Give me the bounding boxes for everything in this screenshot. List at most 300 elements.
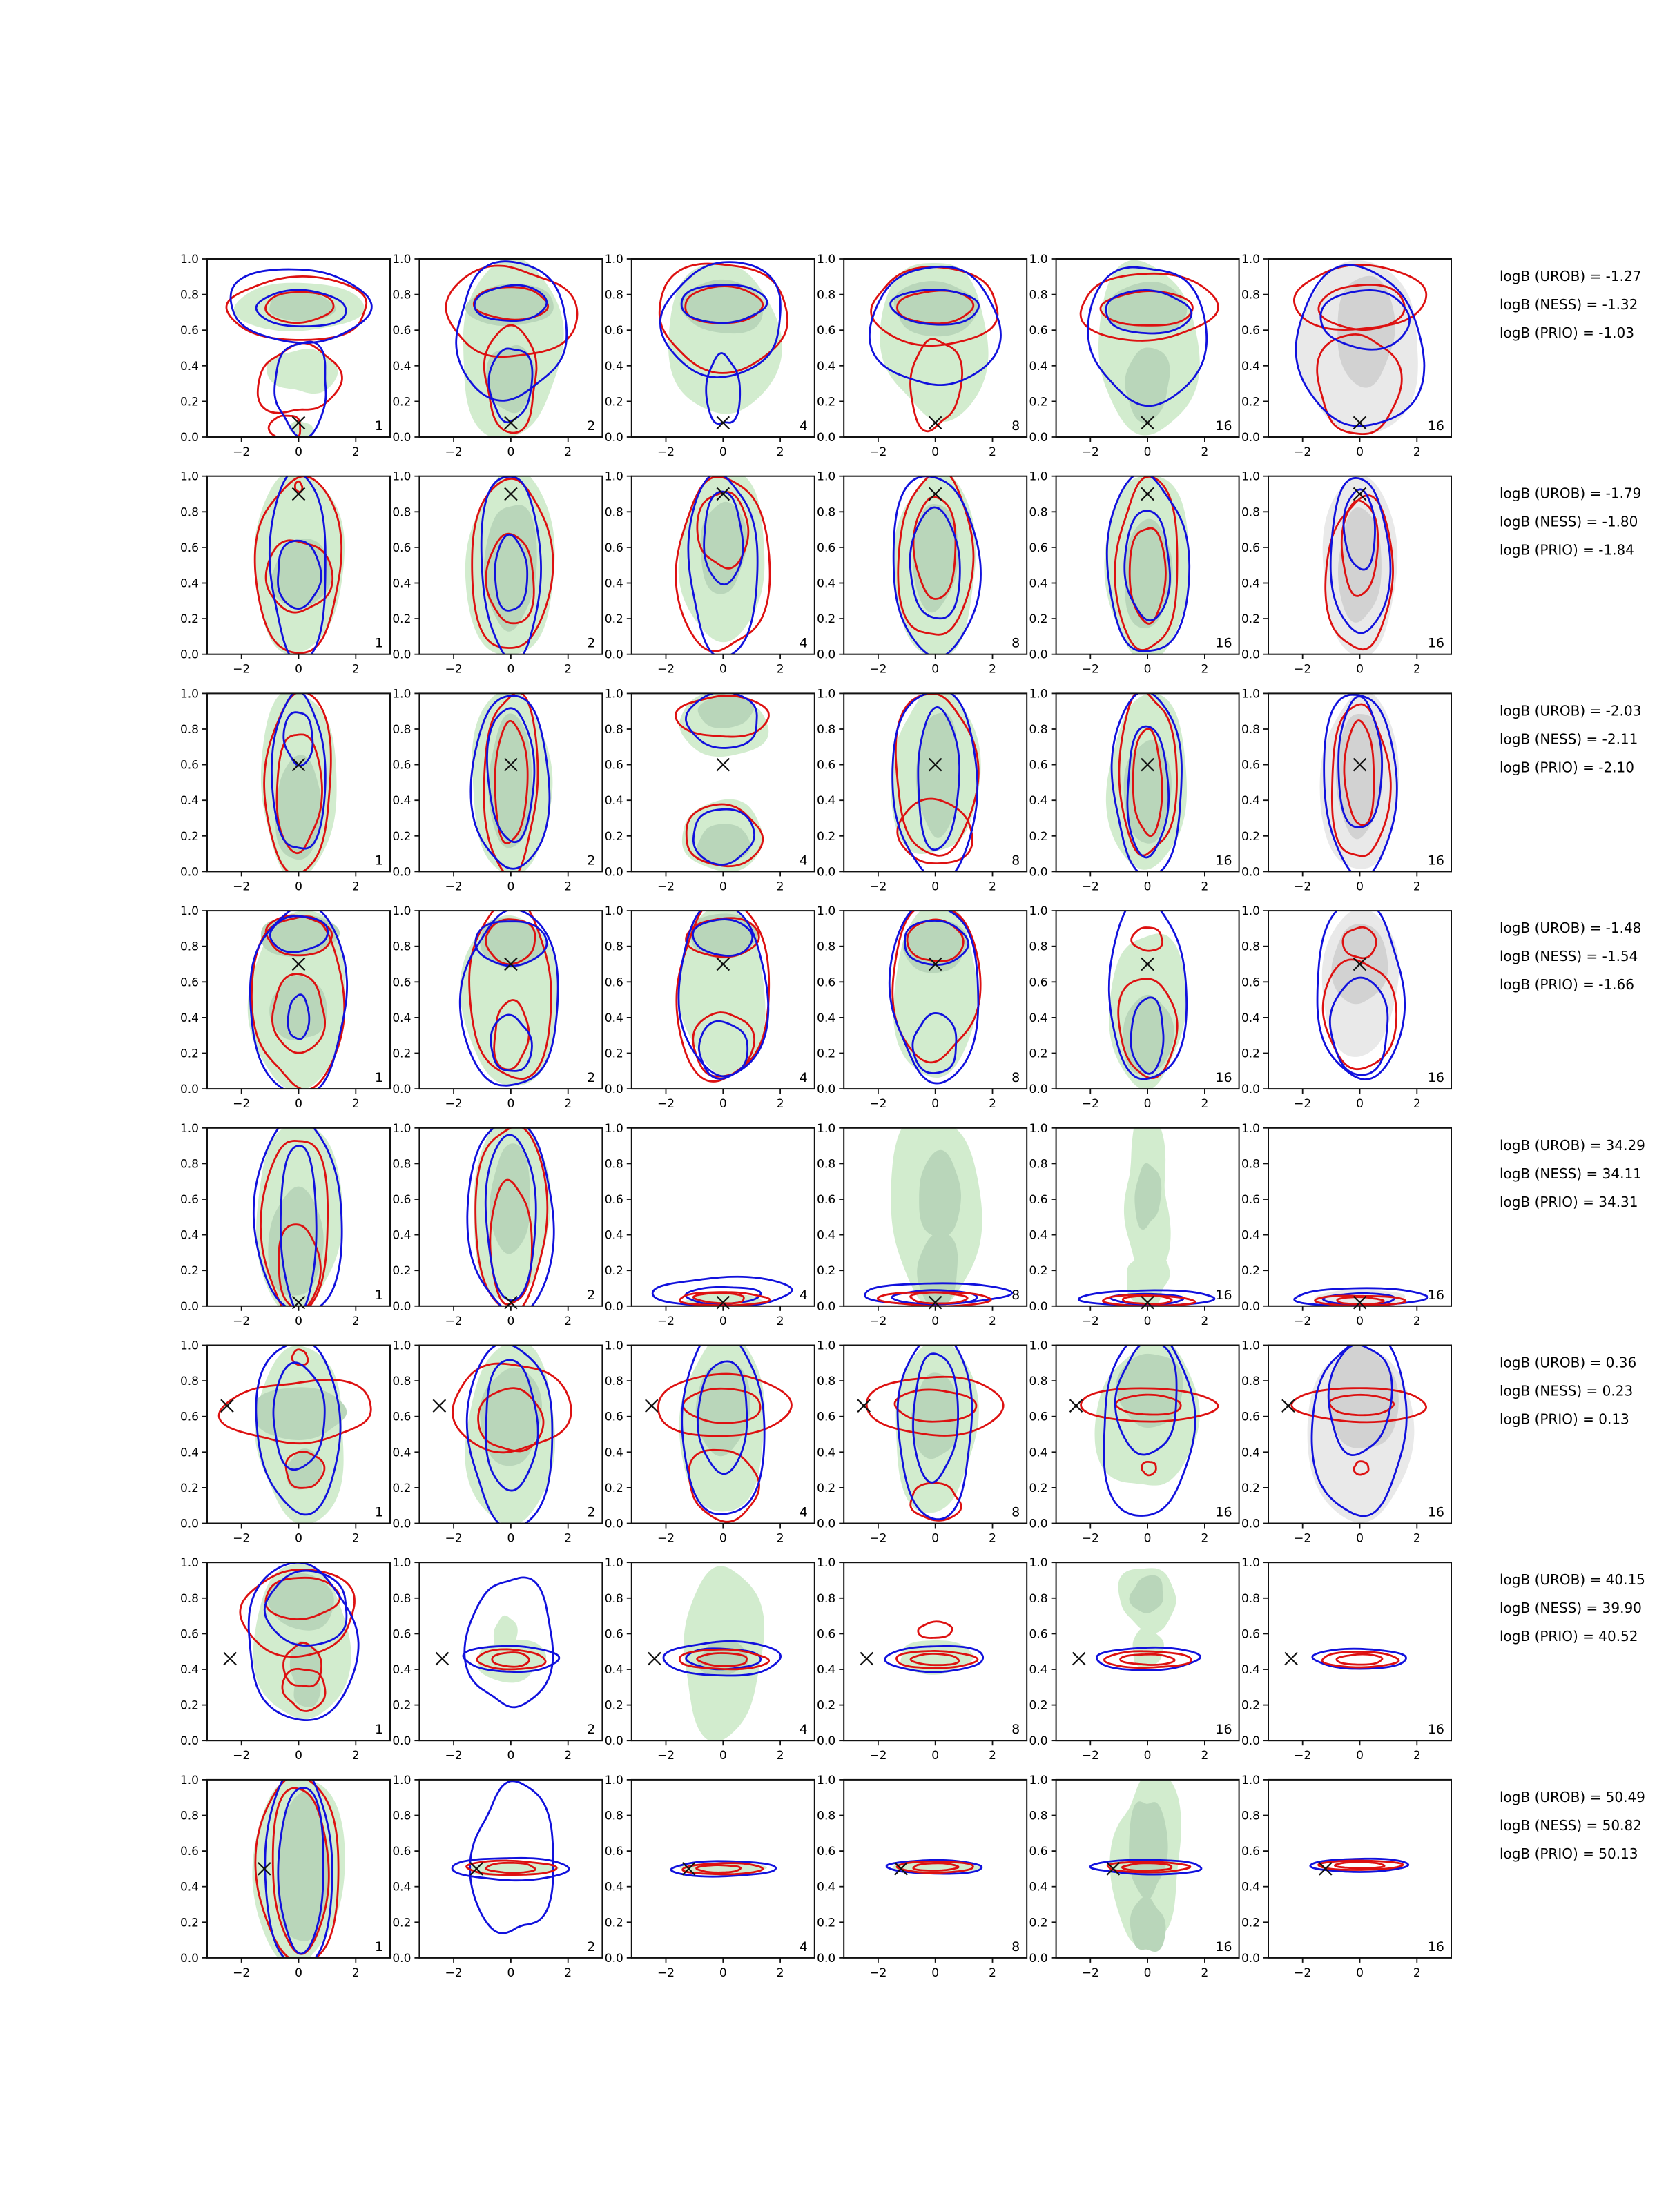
panel-count-label: 2 (587, 1070, 596, 1086)
y-tick-label: 1.0 (817, 687, 836, 701)
y-tick-label: 0.4 (604, 1446, 623, 1460)
y-tick-label: 0.2 (1241, 1481, 1260, 1495)
contour-panel-r4c4 (817, 900, 1027, 1111)
y-tick-label: 0.8 (392, 940, 411, 954)
x-tick-label: 0 (931, 662, 940, 677)
y-tick-label: 1.0 (1241, 1773, 1260, 1787)
x-tick-label: −2 (445, 662, 463, 677)
logb-annotation: logB (UROB) = -1.48 (1500, 920, 1642, 937)
y-tick-label: 0.6 (1241, 1410, 1260, 1424)
logb-annotation: logB (NESS) = -1.80 (1500, 513, 1638, 530)
y-tick-label: 0.4 (604, 576, 623, 591)
y-tick-label: 1.0 (817, 1773, 836, 1787)
y-tick-label: 0.2 (1029, 1047, 1048, 1061)
red-contour (918, 1622, 953, 1638)
y-tick-label: 1.0 (817, 469, 836, 484)
y-tick-label: 0.2 (392, 1481, 411, 1495)
x-tick-label: −2 (1294, 1966, 1312, 1980)
y-tick-label: 0.4 (604, 1663, 623, 1677)
y-tick-label: 1.0 (180, 1121, 199, 1136)
logb-annotation: logB (UROB) = -2.03 (1500, 702, 1642, 719)
y-tick-label: 0.2 (1241, 395, 1260, 409)
logb-annotation: logB (UROB) = 40.15 (1500, 1571, 1645, 1589)
y-tick-label: 0.8 (1029, 723, 1048, 737)
y-tick-label: 0.2 (1029, 829, 1048, 844)
y-tick-label: 0.0 (392, 1083, 411, 1097)
x-tick-label: 0 (719, 1314, 727, 1328)
panel-count-label: 4 (799, 1287, 808, 1303)
panel-count-label: 4 (799, 853, 808, 869)
y-tick-label: 0.0 (817, 1299, 836, 1314)
panel-count-label: 1 (374, 853, 383, 869)
logb-annotation: logB (NESS) = 0.23 (1500, 1382, 1634, 1399)
contour-panel-r2c4 (817, 470, 1027, 677)
panel-count-label: 16 (1427, 418, 1444, 434)
logb-annotation: logB (UROB) = -1.27 (1500, 268, 1642, 284)
y-tick-label: 0.8 (1241, 723, 1260, 737)
contour-panel-r3c3 (605, 687, 815, 893)
y-tick-label: 0.2 (817, 1481, 836, 1495)
y-tick-label: 0.8 (180, 288, 199, 302)
y-tick-label: 0.8 (1241, 288, 1260, 302)
y-tick-label: 1.0 (604, 1773, 623, 1787)
x-tick-label: 2 (1413, 1314, 1421, 1328)
x-tick-label: 0 (1143, 880, 1152, 894)
contour-panel-r2c3 (605, 470, 815, 677)
y-tick-label: 0.4 (392, 1011, 411, 1025)
panel-count-label: 1 (374, 1287, 383, 1303)
y-tick-label: 0.4 (817, 359, 836, 373)
y-tick-label: 0.6 (604, 1193, 623, 1207)
y-tick-label: 0.2 (604, 1698, 623, 1713)
truth-x-marker (646, 1399, 658, 1412)
y-tick-label: 1.0 (1029, 904, 1048, 919)
y-tick-label: 0.2 (1241, 829, 1260, 844)
y-tick-label: 1.0 (604, 1121, 623, 1136)
x-tick-label: 0 (295, 1097, 302, 1112)
x-tick-label: 2 (1413, 445, 1421, 459)
y-tick-label: 0.0 (180, 1517, 199, 1531)
y-tick-label: 0.0 (1029, 1517, 1048, 1531)
x-tick-label: −2 (657, 1097, 675, 1112)
y-tick-label: 0.2 (817, 829, 836, 844)
x-tick-label: 2 (1201, 445, 1209, 459)
y-tick-label: 0.4 (1241, 576, 1260, 591)
y-tick-label: 0.4 (1241, 359, 1260, 373)
x-tick-label: 2 (564, 662, 572, 677)
y-tick-label: 0.0 (817, 865, 836, 880)
y-tick-label: 0.4 (604, 1880, 623, 1894)
x-tick-label: −2 (1081, 445, 1099, 459)
x-tick-label: 2 (776, 662, 784, 677)
y-tick-label: 0.2 (604, 829, 623, 844)
x-tick-label: −2 (445, 445, 463, 459)
y-tick-label: 0.2 (817, 612, 836, 627)
y-tick-label: 0.4 (392, 576, 411, 591)
y-tick-label: 0.0 (604, 1299, 623, 1314)
y-tick-label: 0.2 (1029, 395, 1048, 409)
contour-panel-r4c1 (180, 904, 390, 1111)
y-tick-label: 0.6 (817, 324, 836, 338)
y-tick-label: 0.4 (180, 1011, 199, 1025)
x-tick-label: 2 (351, 1749, 360, 1763)
panel-count-label: 16 (1427, 1939, 1444, 1954)
x-tick-label: −2 (1081, 880, 1099, 894)
x-tick-label: −2 (869, 1966, 887, 1980)
x-tick-label: 2 (776, 445, 784, 459)
y-tick-label: 0.0 (1029, 1734, 1048, 1749)
contour-panel-r7c3 (605, 1556, 815, 1763)
x-tick-label: −2 (869, 662, 887, 677)
contour-panel-r2c6 (1241, 470, 1451, 677)
x-tick-label: 2 (776, 1314, 784, 1328)
y-tick-label: 0.6 (1029, 1845, 1048, 1859)
x-tick-label: 0 (1143, 662, 1152, 677)
x-tick-label: 0 (1356, 1531, 1364, 1546)
x-tick-label: 0 (931, 1097, 940, 1112)
x-tick-label: 0 (931, 1531, 940, 1546)
y-tick-label: 0.4 (392, 794, 411, 808)
y-tick-label: 0.4 (392, 1663, 411, 1677)
logb-annotation: logB (PRIO) = -1.66 (1500, 976, 1634, 993)
y-tick-label: 0.0 (1241, 1734, 1260, 1749)
contour-panel-r8c3 (605, 1774, 815, 1980)
panel-count-label: 16 (1427, 1722, 1444, 1738)
x-tick-label: 2 (564, 1749, 572, 1763)
y-tick-label: 1.0 (392, 1121, 411, 1136)
y-tick-label: 0.0 (1241, 1083, 1260, 1097)
x-tick-label: 2 (1413, 1749, 1421, 1763)
x-tick-label: 2 (776, 1097, 784, 1112)
y-tick-label: 0.6 (1029, 976, 1048, 990)
y-tick-label: 0.0 (180, 1299, 199, 1314)
y-tick-label: 0.0 (180, 648, 199, 662)
x-tick-label: 0 (295, 662, 302, 677)
x-tick-label: 2 (351, 1314, 360, 1328)
y-tick-label: 0.2 (604, 1047, 623, 1061)
x-tick-label: −2 (445, 1966, 463, 1980)
contour-panel-r5c2 (392, 1114, 602, 1328)
y-tick-label: 0.4 (1241, 1011, 1260, 1025)
x-tick-label: 0 (507, 1966, 515, 1980)
y-tick-label: 0.6 (392, 1410, 411, 1424)
y-tick-label: 1.0 (1029, 253, 1048, 266)
y-tick-label: 0.8 (604, 723, 623, 737)
x-tick-label: 2 (776, 1749, 784, 1763)
x-tick-label: 2 (989, 1531, 996, 1546)
y-tick-label: 0.8 (180, 1809, 199, 1823)
contour-panel-r3c5 (1029, 687, 1239, 893)
x-tick-label: 0 (931, 1314, 940, 1328)
x-tick-label: −2 (1081, 1314, 1099, 1328)
y-tick-label: 0.8 (1029, 505, 1048, 520)
y-tick-label: 0.2 (817, 1047, 836, 1061)
x-tick-label: 2 (351, 1097, 360, 1112)
y-tick-label: 0.4 (180, 359, 199, 373)
x-tick-label: −2 (869, 880, 887, 894)
x-tick-label: −2 (657, 1314, 675, 1328)
panel-count-label: 16 (1215, 418, 1232, 434)
panel-count-label: 1 (374, 1070, 383, 1086)
logb-annotation: logB (UROB) = 0.36 (1500, 1354, 1637, 1371)
panel-count-label: 4 (799, 418, 808, 434)
y-tick-label: 0.8 (817, 1591, 836, 1606)
panel-count-label: 2 (587, 635, 596, 651)
logb-annotation: logB (PRIO) = -1.84 (1500, 541, 1634, 559)
x-tick-label: 0 (1143, 1314, 1152, 1328)
y-tick-label: 1.0 (180, 469, 199, 484)
panel-count-label: 1 (374, 1939, 383, 1954)
contour-panel-r7c5 (1029, 1556, 1239, 1763)
y-tick-label: 0.8 (392, 1809, 411, 1823)
contour-panel-r6c3 (605, 1328, 815, 1546)
x-tick-label: 2 (989, 1966, 996, 1980)
x-tick-label: −2 (445, 1749, 463, 1763)
x-tick-label: 2 (1201, 1966, 1209, 1980)
y-tick-label: 0.6 (1241, 758, 1260, 773)
y-tick-label: 0.4 (817, 1228, 836, 1243)
x-tick-label: −2 (657, 662, 675, 677)
y-tick-label: 0.8 (817, 505, 836, 520)
axes-frame (632, 1128, 815, 1306)
x-tick-label: 2 (564, 880, 572, 894)
y-tick-label: 0.6 (392, 1845, 411, 1859)
y-tick-label: 0.8 (604, 288, 623, 302)
y-tick-label: 0.8 (180, 940, 199, 954)
x-tick-label: −2 (1294, 1749, 1312, 1763)
logb-annotation: logB (NESS) = 39.90 (1500, 1600, 1642, 1617)
y-tick-label: 0.2 (1241, 1916, 1260, 1930)
y-tick-label: 0.6 (180, 324, 199, 338)
x-tick-label: 2 (564, 1966, 572, 1980)
axes-frame (1268, 1128, 1451, 1306)
contour-panel-r5c3 (605, 1122, 815, 1328)
y-tick-label: 0.0 (817, 648, 836, 662)
contour-panel-r8c2 (392, 1774, 602, 1980)
x-tick-label: 2 (989, 1749, 996, 1763)
panel-count-label: 16 (1215, 635, 1232, 651)
y-tick-label: 0.2 (392, 1698, 411, 1713)
y-tick-label: 0.0 (1029, 1083, 1048, 1097)
x-tick-label: 0 (295, 445, 302, 459)
x-tick-label: −2 (657, 880, 675, 894)
y-tick-label: 0.4 (604, 1011, 623, 1025)
contour-panel-r8c1 (180, 1765, 390, 1980)
x-tick-label: 0 (507, 445, 515, 459)
panel-count-label: 8 (1011, 1287, 1020, 1303)
y-tick-label: 0.6 (604, 1627, 623, 1642)
y-tick-label: 1.0 (1241, 469, 1260, 484)
y-tick-label: 0.4 (817, 1663, 836, 1677)
y-tick-label: 0.0 (604, 1951, 623, 1966)
y-tick-label: 0.8 (817, 288, 836, 302)
y-tick-label: 0.0 (392, 1299, 411, 1314)
x-tick-label: 0 (507, 1314, 515, 1328)
truth-x-marker (857, 1399, 870, 1412)
x-tick-label: −2 (233, 1097, 251, 1112)
x-tick-label: 2 (1413, 662, 1421, 677)
contour-panel-r2c1 (180, 470, 390, 677)
y-tick-label: 0.4 (817, 1880, 836, 1894)
y-tick-label: 0.4 (180, 1663, 199, 1677)
y-tick-label: 0.8 (392, 288, 411, 302)
y-tick-label: 0.0 (180, 1734, 199, 1749)
x-tick-label: 2 (989, 662, 996, 677)
logb-annotation: logB (UROB) = 50.49 (1500, 1788, 1645, 1805)
panel-count-label: 2 (587, 1939, 596, 1954)
y-tick-label: 1.0 (392, 469, 411, 484)
x-tick-label: 2 (989, 1097, 996, 1112)
y-tick-label: 0.2 (1029, 1481, 1048, 1495)
contour-panel-r7c4 (817, 1556, 1027, 1763)
y-tick-label: 0.8 (604, 1591, 623, 1606)
panel-count-label: 8 (1011, 418, 1020, 434)
x-tick-label: −2 (1081, 1749, 1099, 1763)
contour-panel-r3c1 (180, 687, 390, 893)
logb-annotation: logB (NESS) = -1.32 (1500, 296, 1638, 313)
logb-annotation: logB (PRIO) = -2.10 (1500, 759, 1634, 776)
panel-count-label: 8 (1011, 853, 1020, 869)
x-tick-label: 0 (1143, 445, 1152, 459)
y-tick-label: 0.8 (817, 1157, 836, 1172)
x-tick-label: 2 (1201, 1749, 1209, 1763)
y-tick-label: 0.8 (392, 1591, 411, 1606)
x-tick-label: 2 (1201, 1531, 1209, 1546)
y-tick-label: 0.6 (392, 324, 411, 338)
y-tick-label: 0.0 (604, 648, 623, 662)
x-tick-label: 2 (1201, 1314, 1209, 1328)
y-tick-label: 1.0 (1241, 687, 1260, 701)
y-tick-label: 0.0 (1029, 431, 1048, 445)
x-tick-label: 0 (507, 1531, 515, 1546)
y-tick-label: 0.4 (392, 1446, 411, 1460)
y-tick-label: 0.2 (604, 395, 623, 409)
y-tick-label: 0.4 (1029, 1880, 1048, 1894)
y-tick-label: 0.4 (392, 1228, 411, 1243)
x-tick-label: 0 (1356, 1966, 1364, 1980)
y-tick-label: 0.2 (392, 1264, 411, 1279)
x-tick-label: 2 (1201, 1097, 1209, 1112)
y-tick-label: 0.6 (1029, 1193, 1048, 1207)
y-tick-label: 0.8 (1029, 1375, 1048, 1389)
y-tick-label: 0.2 (180, 1698, 199, 1713)
contour-panel-r4c2 (392, 898, 602, 1111)
x-tick-label: 0 (295, 1966, 302, 1980)
y-tick-label: 0.4 (1029, 359, 1048, 373)
panel-count-label: 8 (1011, 1504, 1020, 1520)
y-tick-label: 0.0 (817, 431, 836, 445)
y-tick-label: 0.0 (392, 431, 411, 445)
y-tick-label: 0.8 (817, 1809, 836, 1823)
x-tick-label: 2 (351, 1531, 360, 1546)
x-tick-label: −2 (233, 1314, 251, 1328)
panel-count-label: 1 (374, 1504, 383, 1520)
truth-x-marker (860, 1653, 873, 1665)
y-tick-label: 0.8 (392, 723, 411, 737)
y-tick-label: 1.0 (1241, 1121, 1260, 1136)
y-tick-label: 0.6 (817, 1410, 836, 1424)
x-tick-label: −2 (445, 1314, 463, 1328)
y-tick-label: 0.6 (1029, 1627, 1048, 1642)
y-tick-label: 1.0 (1241, 904, 1260, 919)
logb-annotation: logB (NESS) = -2.11 (1500, 730, 1638, 748)
y-tick-label: 0.2 (1241, 1698, 1260, 1713)
x-tick-label: 2 (1413, 1966, 1421, 1980)
y-tick-label: 0.8 (604, 505, 623, 520)
y-tick-label: 0.2 (180, 1916, 199, 1930)
y-tick-label: 0.2 (180, 1481, 199, 1495)
contour-panel-r6c2 (392, 1339, 602, 1546)
panel-count-label: 16 (1215, 1722, 1232, 1738)
x-tick-label: −2 (869, 445, 887, 459)
y-tick-label: 0.0 (1241, 1517, 1260, 1531)
y-tick-label: 0.6 (817, 541, 836, 555)
contour-panel-r6c1 (180, 1339, 390, 1546)
x-tick-label: −2 (233, 880, 251, 894)
y-tick-label: 0.6 (604, 541, 623, 555)
panel-count-label: 4 (799, 1722, 808, 1738)
y-tick-label: 0.2 (180, 1047, 199, 1061)
panel-count-label: 16 (1427, 635, 1444, 651)
y-tick-label: 0.2 (1029, 612, 1048, 627)
panel-count-label: 1 (374, 418, 383, 434)
panel-count-label: 2 (587, 418, 596, 434)
y-tick-label: 0.8 (604, 1809, 623, 1823)
y-tick-label: 0.4 (604, 359, 623, 373)
contour-panel-r4c5 (1029, 897, 1239, 1111)
y-tick-label: 0.8 (180, 1157, 199, 1172)
x-tick-label: −2 (1081, 1966, 1099, 1980)
y-tick-label: 0.0 (1241, 1951, 1260, 1966)
y-tick-label: 0.0 (1029, 1951, 1048, 1966)
contour-panel-r4c6 (1241, 900, 1451, 1111)
logb-annotation: logB (PRIO) = 40.52 (1500, 1628, 1638, 1645)
y-tick-label: 0.4 (1241, 1663, 1260, 1677)
x-tick-label: 2 (776, 1966, 784, 1980)
contour-panel-r5c5 (1029, 1109, 1239, 1328)
panel-count-label: 2 (587, 1287, 596, 1303)
y-tick-label: 1.0 (817, 1556, 836, 1571)
y-tick-label: 0.2 (1029, 1698, 1048, 1713)
y-tick-label: 0.0 (817, 1951, 836, 1966)
x-tick-label: 2 (989, 880, 996, 894)
y-tick-label: 0.0 (392, 648, 411, 662)
x-tick-label: 2 (564, 445, 572, 459)
y-tick-label: 0.6 (1241, 1627, 1260, 1642)
y-tick-label: 0.2 (392, 1916, 411, 1930)
x-tick-label: 0 (1143, 1531, 1152, 1546)
x-tick-label: 2 (351, 1966, 360, 1980)
y-tick-label: 0.6 (1029, 324, 1048, 338)
x-tick-label: −2 (233, 1749, 251, 1763)
y-tick-label: 0.8 (1241, 1591, 1260, 1606)
y-tick-label: 0.0 (180, 431, 199, 445)
y-tick-label: 0.0 (392, 1517, 411, 1531)
y-tick-label: 0.0 (604, 1734, 623, 1749)
y-tick-label: 0.6 (817, 1193, 836, 1207)
y-tick-label: 0.0 (392, 1734, 411, 1749)
panel-count-label: 16 (1215, 1504, 1232, 1520)
red-contour (1337, 1654, 1382, 1665)
y-tick-label: 0.0 (1241, 865, 1260, 880)
x-tick-label: 2 (989, 445, 996, 459)
y-tick-label: 0.0 (604, 865, 623, 880)
x-tick-label: 0 (507, 662, 515, 677)
y-tick-label: 0.0 (1029, 1299, 1048, 1314)
y-tick-label: 0.6 (392, 1627, 411, 1642)
density-fill (1127, 1252, 1170, 1308)
y-tick-label: 0.6 (392, 758, 411, 773)
